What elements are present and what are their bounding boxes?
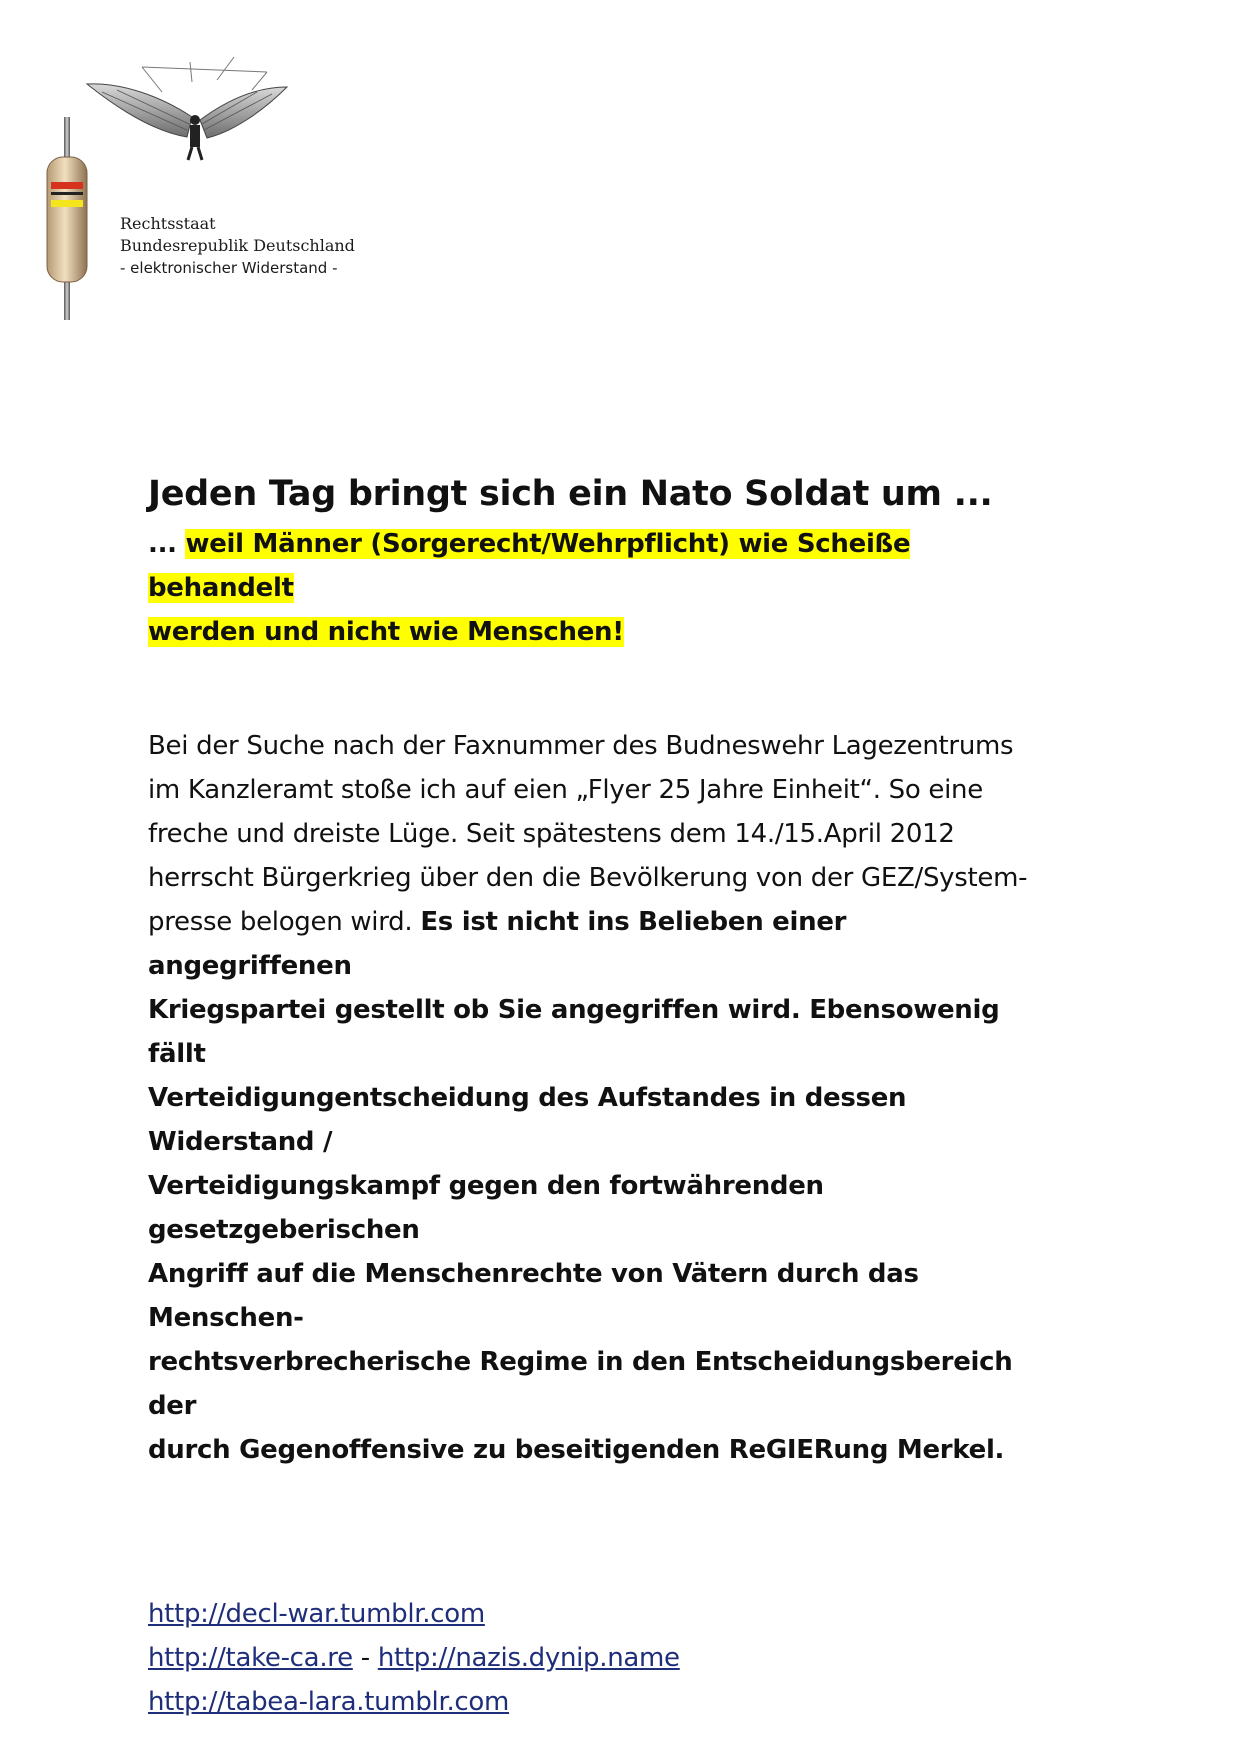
link-decl-war[interactable]: http://decl-war.tumblr.com: [148, 1599, 485, 1629]
link-tabea-lara[interactable]: http://tabea-lara.tumblr.com: [148, 1687, 510, 1717]
body-line: [148, 900, 1028, 988]
link-nazis-dynip[interactable]: http://nazis.dynip.name: [377, 1643, 680, 1673]
body-paragraph: [148, 724, 1028, 1472]
link-row: [148, 1592, 1028, 1636]
logo-line-bundesrepublik: Bundesrepublik Deutschland: [120, 236, 355, 255]
body-line-bold: [148, 988, 1028, 1076]
body-line-bold: [148, 1076, 1028, 1164]
body-line-bold: [148, 1428, 1028, 1472]
body-line: im Kanzleramt stoße ich auf eien „Flyer 25 Jahre Einheit“. So eine: [148, 775, 983, 805]
link-take-care[interactable]: http://take-ca.re: [148, 1643, 353, 1673]
link-separator: -: [352, 1643, 378, 1673]
body-line-regular-part: presse belogen wird.: [148, 907, 421, 937]
headline: Jeden Tag bringt sich ein Nato Soldat um ...: [148, 474, 993, 514]
body-line: Bei der Suche nach der Faxnummer des Budneswehr Lagezentrums: [148, 731, 1014, 761]
body-line-bold-part: Es ist nicht ins Belieben einer angegriffenen: [148, 907, 847, 981]
bold-text: Angriff auf die Menschenrechte von Vätern durch das Menschen-: [148, 1259, 919, 1333]
subline: [148, 522, 1028, 654]
link-row: [148, 1636, 1028, 1680]
bold-text: Kriegspartei gestellt ob Sie angegriffen wird. Ebensowenig fällt: [148, 995, 1000, 1069]
bold-text: rechtsverbrecherische Regime in den Entscheidungsbereich der: [148, 1347, 1013, 1421]
body-line-bold: [148, 1252, 1028, 1340]
bold-text: durch Gegenoffensive zu beseitigenden ReGIERung Merkel.: [148, 1435, 1005, 1465]
bold-text: Verteidigungskampf gegen den fortwährenden gesetzgeberischen: [148, 1171, 824, 1245]
body-line-bold: [148, 1340, 1028, 1428]
body-line: freche und dreiste Lüge. Seit spätestens dem 14./15.April 2012: [148, 819, 955, 849]
link-list: [148, 1592, 1028, 1724]
logo-text: [120, 213, 355, 279]
body-line-bold: [148, 1164, 1028, 1252]
logo-line-widerstand: - elektronischer Widerstand -: [120, 259, 338, 277]
document-content: [148, 470, 1028, 1724]
subline-highlight-2: werden und nicht wie Menschen!: [148, 617, 624, 647]
logo: [42, 42, 382, 320]
link-row: [148, 1680, 1028, 1724]
subline-prefix: ...: [148, 529, 186, 559]
subline-highlight-1: weil Männer (Sorgerecht/Wehrpflicht) wie Scheiße behandelt: [148, 529, 911, 603]
bold-text: Verteidigungentscheidung des Aufstandes in dessen Widerstand /: [148, 1083, 907, 1157]
body-line: herrscht Bürgerkrieg über den die Bevölkerung von der GEZ/System-: [148, 863, 1028, 893]
logo-line-rechtsstaat: Rechtsstaat: [120, 214, 216, 233]
